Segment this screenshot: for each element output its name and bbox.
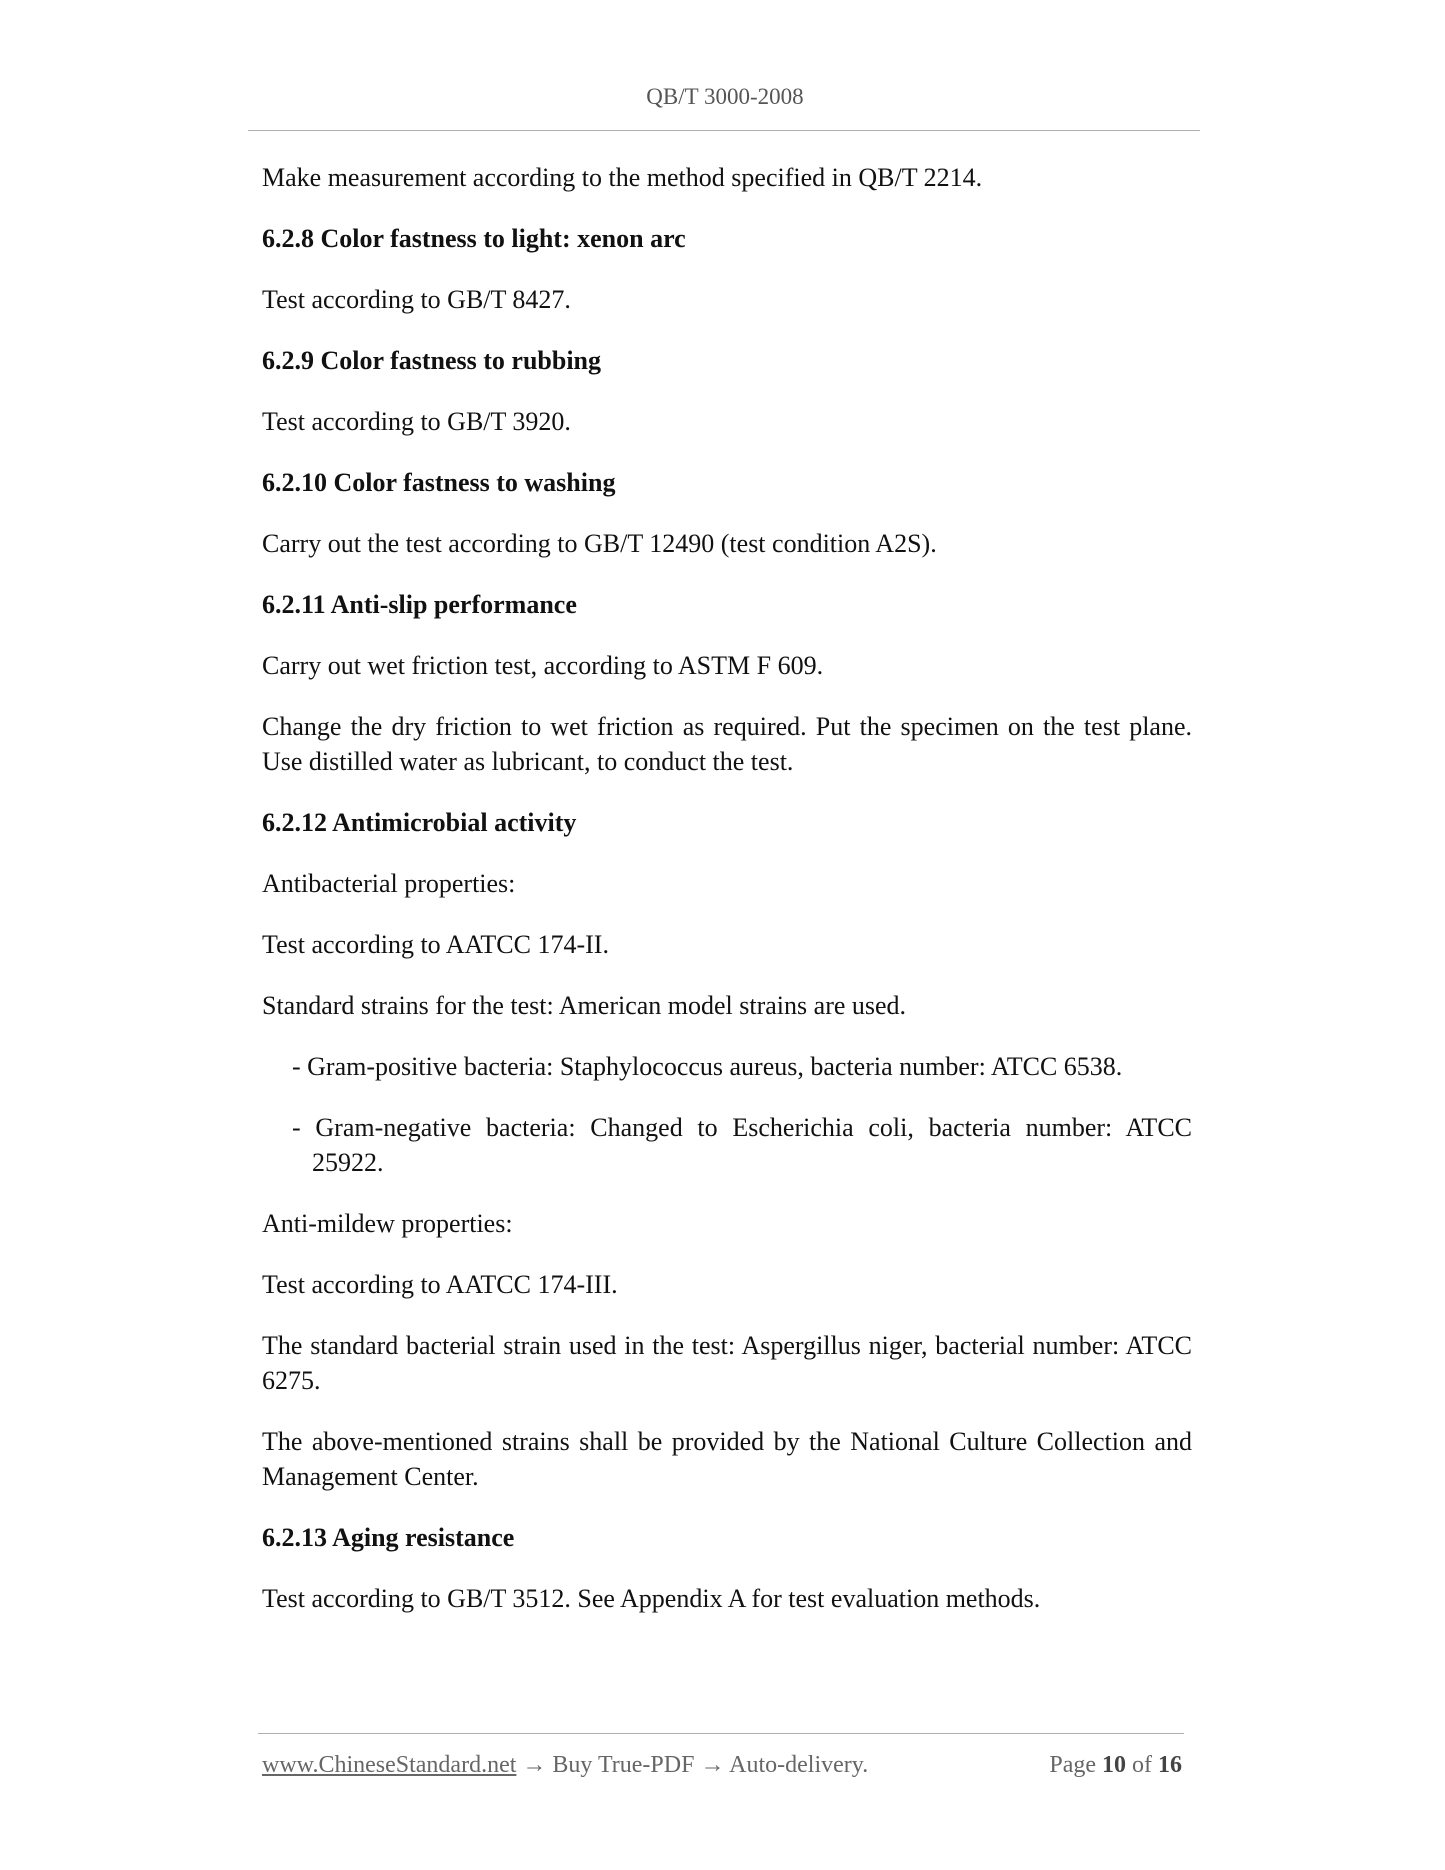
arrow-right-icon: → [700,1752,725,1778]
list-item-gram-negative: - Gram-negative bacteria: Changed to Escherichia coli, bacteria number: ATCC 25922. [292,1113,1192,1177]
buy-pdf-text: Buy True-PDF [552,1752,695,1778]
section-heading-6-2-10: 6.2.10 Color fastness to washing [262,468,616,497]
paragraph: Test according to AATCC 174-II. [262,930,609,959]
section-heading-6-2-12: 6.2.12 Antimicrobial activity [262,808,577,837]
paragraph: Standard strains for the test: American model strains are used. [262,991,907,1020]
arrow-right-icon: → [522,1752,547,1778]
section-heading-6-2-8: 6.2.8 Color fastness to light: xenon arc [262,224,686,253]
section-heading-6-2-11: 6.2.11 Anti-slip performance [262,590,577,619]
page-number [1049,1752,1182,1779]
section-heading-6-2-13: 6.2.13 Aging resistance [262,1523,515,1552]
page-label: Page [1049,1752,1096,1778]
paragraph: Carry out wet friction test, according to ASTM F 609. [262,651,824,680]
section-heading-6-2-9: 6.2.9 Color fastness to rubbing [262,346,602,375]
paragraph: Test according to GB/T 3512. See Appendix A for test evaluation methods. [262,1584,1041,1613]
page-of: of [1132,1752,1152,1778]
paragraph: Anti-mildew properties: [262,1209,513,1238]
list-item-gram-positive: - Gram-positive bacteria: Staphylococcus aureus, bacteria number: ATCC 6538. [292,1052,1123,1081]
page-total: 16 [1158,1752,1182,1778]
paragraph: The standard bacterial strain used in the test: Aspergillus niger, bacterial number: ATCC 6275. [262,1331,1192,1395]
paragraph: Make measurement according to the method specified in QB/T 2214. [262,163,983,192]
site-link[interactable]: www.ChineseStandard.net [262,1752,517,1778]
paragraph: Change the dry friction to wet friction as required. Put the specimen on the test plane. Use distilled water as lubricant, to conduct the test. [262,712,1192,776]
header-divider [248,130,1200,131]
delivery-text: Auto-delivery. [729,1752,869,1778]
page-footer [262,1752,1182,1779]
page-current: 10 [1102,1752,1126,1778]
paragraph: Test according to AATCC 174-III. [262,1270,618,1299]
paragraph: Test according to GB/T 3920. [262,407,571,436]
paragraph: Antibacterial properties: [262,869,516,898]
paragraph: The above-mentioned strains shall be provided by the National Culture Collection and Management Center. [262,1427,1192,1491]
paragraph: Carry out the test according to GB/T 12490 (test condition A2S). [262,529,937,558]
paragraph: Test according to GB/T 8427. [262,285,571,314]
footer-divider [258,1733,1184,1734]
page-header: QB/T 3000-2008 [646,84,804,109]
